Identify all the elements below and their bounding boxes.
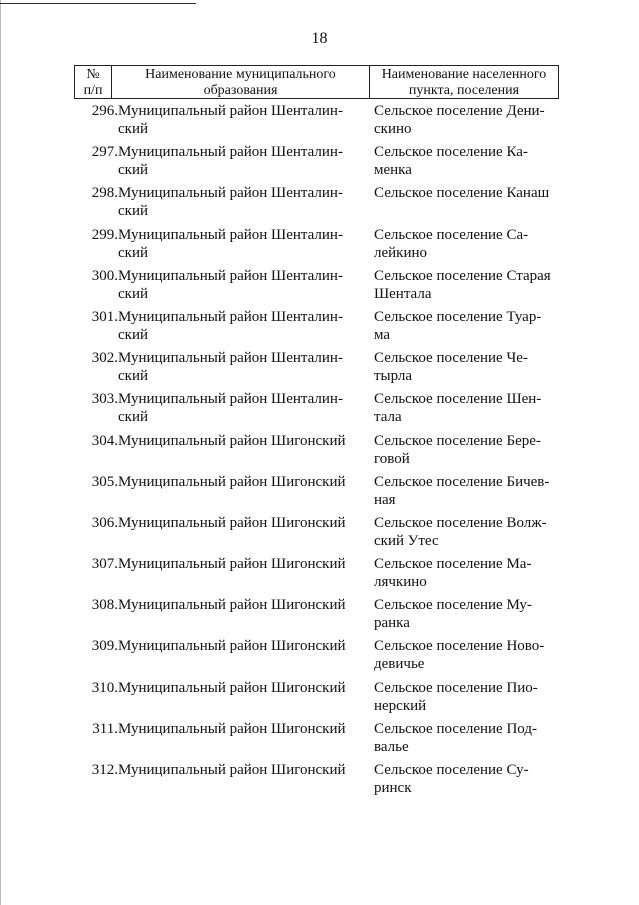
municipality-name: Муниципальный район Шенталин- ский	[118, 308, 343, 343]
table-row	[82, 102, 562, 143]
row-number: 297.	[91, 144, 118, 161]
table-row	[82, 184, 562, 225]
header-municipality: Наименование муниципального образования	[112, 66, 370, 98]
settlement-name: Сельское поселение Пио- нерский	[374, 679, 538, 714]
table-row	[82, 596, 562, 637]
settlement-name: Сельское поселение Ново- девичье	[374, 638, 545, 673]
row-number: 296.	[91, 103, 118, 119]
municipality-name: Муниципальный район Шенталин- ский	[118, 226, 343, 261]
settlement-name: Сельское поселение Старая Шентала	[374, 267, 551, 302]
row-number: 301.	[91, 308, 118, 325]
settlement-name: Сельское поселение Ма- лячкино	[374, 556, 532, 591]
row-number: 308.	[91, 597, 118, 614]
row-number: 312.	[91, 762, 118, 778]
settlement-name: Сельское поселение Волж- ский Утес	[374, 514, 547, 549]
row-number: 298.	[91, 185, 118, 202]
table-row	[82, 555, 562, 596]
table-row	[82, 349, 562, 390]
settlement-name: Сельское поселение Шен- тала	[374, 391, 542, 426]
settlement-name: Сельское поселение Дени- скино	[374, 103, 545, 137]
row-number: 305.	[91, 473, 118, 490]
municipality-name: Муниципальный район Шигонский	[118, 473, 346, 490]
municipality-name: Муниципальный район Шигонский	[118, 638, 346, 655]
table-row	[82, 761, 562, 802]
row-number: 303.	[91, 391, 118, 408]
table-row	[82, 473, 562, 514]
municipality-name: Муниципальный район Шенталин- ский	[118, 350, 343, 385]
municipality-name: Муниципальный район Шенталин- ский	[118, 144, 343, 179]
settlement-name: Сельское поселение Бере- говой	[374, 432, 541, 467]
municipality-name: Муниципальный район Шенталин- ский	[118, 391, 343, 426]
settlement-name: Сельское поселение Су- ринск	[374, 762, 529, 796]
table-row	[82, 267, 562, 308]
settlement-name: Сельское поселение Бичев- ная	[374, 473, 550, 508]
municipality-name: Муниципальный район Шигонский	[118, 597, 346, 614]
table-body	[82, 102, 562, 802]
header-number: № п/п	[75, 66, 112, 98]
table-row	[82, 514, 562, 555]
municipality-name: Муниципальный район Шенталин- ский	[118, 185, 343, 220]
settlement-name: Сельское поселение Туар- ма	[374, 308, 542, 343]
table-row	[82, 637, 562, 678]
top-rule	[0, 3, 196, 4]
municipality-name: Муниципальный район Шигонский	[118, 514, 346, 531]
municipality-name: Муниципальный район Шигонский	[118, 679, 346, 696]
row-number: 307.	[91, 556, 118, 573]
page-edge	[0, 0, 1, 905]
settlement-name: Сельское поселение Му- ранка	[374, 597, 532, 632]
header-settlement: Наименование населенного пункта, поселения	[381, 67, 547, 98]
municipality-name: Муниципальный район Шигонский	[118, 432, 346, 449]
settlement-name: Сельское поселение Че- тырла	[374, 350, 528, 385]
municipality-name: Муниципальный район Шигонский	[118, 556, 346, 573]
settlement-name: Сельское поселение Под- валье	[374, 720, 537, 755]
table-row	[82, 390, 562, 431]
settlement-name: Сельское поселение Ка- менка	[374, 144, 528, 179]
settlement-name: Сельское поселение Канаш	[374, 185, 550, 202]
table-header	[74, 65, 559, 99]
municipality-name: Муниципальный район Шигонский	[118, 762, 346, 778]
settlement-name: Сельское поселение Са- лейкино	[374, 226, 529, 261]
row-number: 309.	[91, 638, 118, 655]
page-number: 18	[311, 30, 328, 47]
table-row	[82, 432, 562, 473]
table-row	[82, 226, 562, 267]
row-number: 306.	[91, 514, 118, 531]
row-number: 310.	[91, 679, 118, 696]
municipality-name: Муниципальный район Шенталин- ский	[118, 103, 343, 137]
row-number: 304.	[91, 432, 118, 449]
table-row	[82, 143, 562, 184]
row-number: 302.	[91, 350, 118, 367]
table-row	[82, 720, 562, 761]
table-row	[82, 308, 562, 349]
row-number: 299.	[91, 226, 118, 243]
row-number: 300.	[91, 267, 118, 284]
municipality-name: Муниципальный район Шенталин- ский	[118, 267, 343, 302]
table-row	[82, 679, 562, 720]
municipality-name: Муниципальный район Шигонский	[118, 720, 346, 737]
row-number: 311.	[92, 720, 118, 737]
